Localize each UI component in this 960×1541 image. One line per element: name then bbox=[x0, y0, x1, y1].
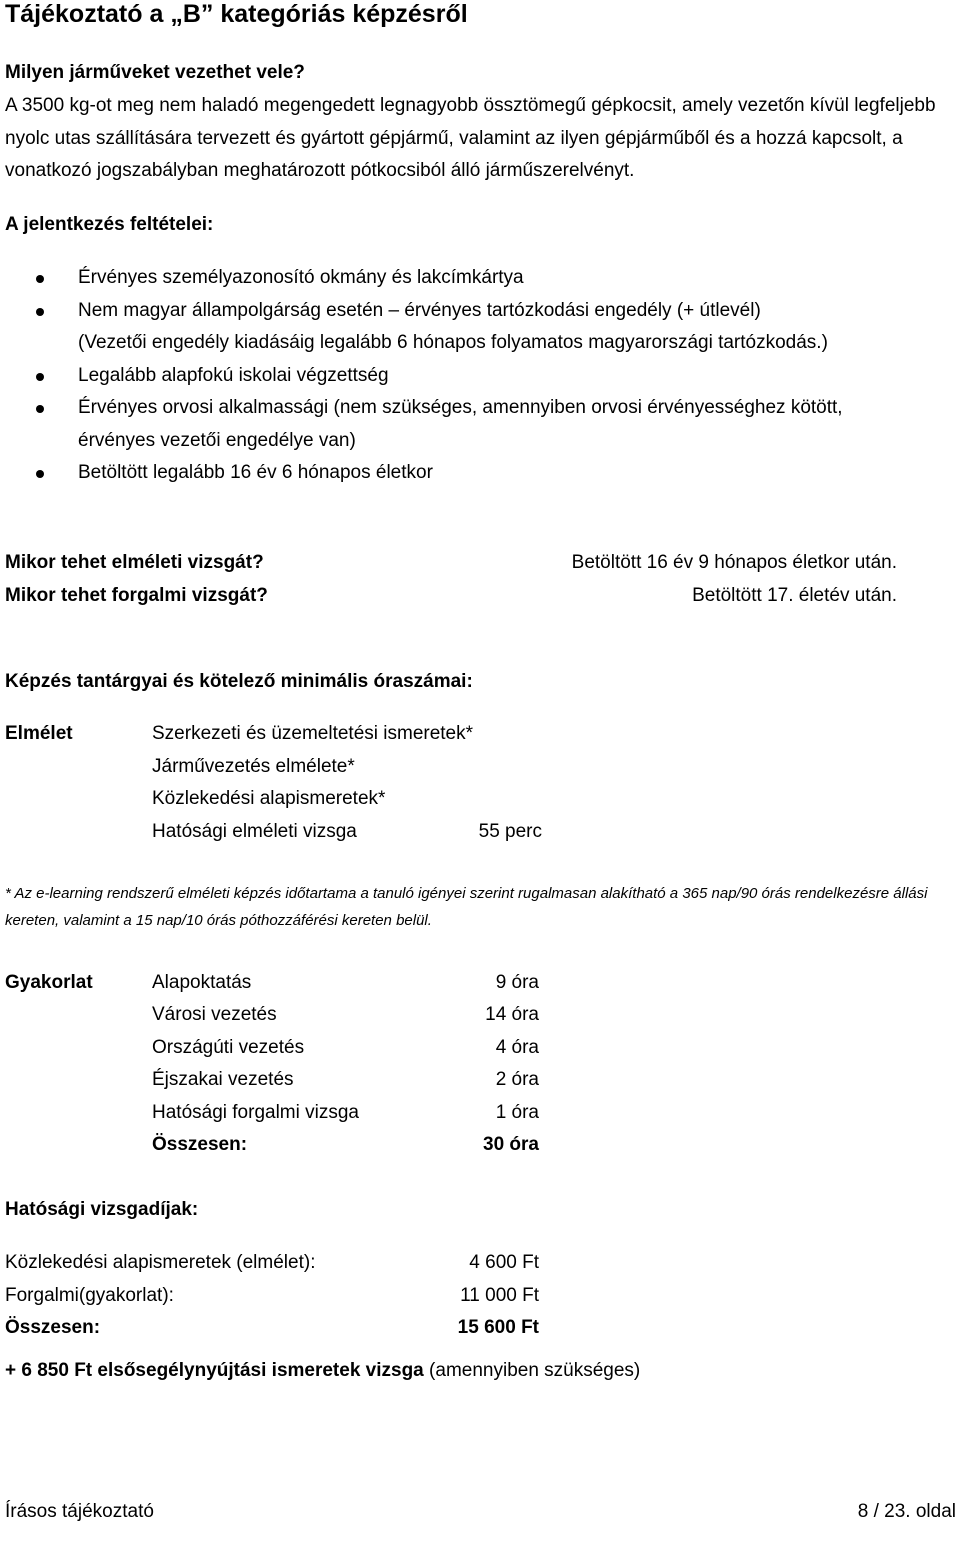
requirements-list bbox=[0, 262, 960, 490]
bullet-icon bbox=[36, 308, 44, 316]
bullet-icon bbox=[36, 405, 44, 413]
practice-item-hours: 4 óra bbox=[495, 1037, 539, 1058]
bullet-icon bbox=[36, 373, 44, 381]
requirement-text: Érvényes személyazonosító okmány és lakcímkártya bbox=[78, 267, 524, 288]
requirement-text: érvényes vezetői engedélye van) bbox=[78, 429, 356, 451]
requirement-text: (Vezetői engedély kiadásáig legalább 6 hónapos folyamatos magyarországi tartózkodás.) bbox=[78, 332, 828, 353]
fee-amount: 4 600 Ft bbox=[469, 1252, 539, 1273]
list-item bbox=[0, 392, 960, 425]
vehicles-heading: Milyen járműveket vezethet vele? bbox=[5, 62, 305, 83]
practice-item-name: Alapoktatás bbox=[152, 972, 252, 993]
list-item bbox=[0, 295, 960, 328]
theory-exam-question: Mikor tehet elméleti vizsgát? bbox=[5, 552, 264, 573]
practice-item-hours: 14 óra bbox=[485, 1004, 539, 1025]
list-item bbox=[0, 262, 960, 295]
list-item bbox=[0, 360, 960, 393]
theory-item: Járművezetés elmélete* bbox=[152, 756, 355, 777]
page-title: Tájékoztató a „B” kategóriás képzésről bbox=[5, 0, 468, 28]
practice-item-hours: 9 óra bbox=[495, 972, 539, 993]
requirement-text: Betöltött legalább 16 év 6 hónapos életkor bbox=[78, 462, 433, 483]
page-number: 8 / 23. oldal bbox=[857, 1501, 956, 1522]
subjects-heading: Képzés tantárgyai és kötelező minimális óraszámai: bbox=[5, 671, 473, 692]
requirement-text: Érvényes orvosi alkalmassági (nem szükséges, amennyiben orvosi érvényességhez kötött, bbox=[78, 397, 843, 418]
practice-label: Gyakorlat bbox=[5, 972, 93, 993]
fee-name: Közlekedési alapismeretek (elmélet): bbox=[5, 1252, 316, 1273]
list-item-continuation bbox=[0, 327, 960, 360]
theory-label: Elmélet bbox=[5, 723, 73, 744]
theory-item: Közlekedési alapismeretek* bbox=[152, 788, 386, 809]
theory-exam-answer: Betöltött 16 év 9 hónapos életkor után. bbox=[571, 552, 897, 573]
theory-item: Szerkezeti és üzemeltetési ismeretek* bbox=[152, 723, 474, 744]
requirement-text: Legalább alapfokú iskolai végzettség bbox=[78, 364, 389, 386]
requirement-text: Nem magyar állampolgárság esetén – érvényes tartózkodási engedély (+ útlevél) bbox=[78, 299, 761, 321]
bullet-icon bbox=[36, 275, 44, 283]
theory-item: Hatósági elméleti vizsga bbox=[152, 821, 357, 842]
fees-total-amount: 15 600 Ft bbox=[457, 1317, 539, 1338]
list-item bbox=[0, 457, 960, 490]
fee-name: Forgalmi(gyakorlat): bbox=[5, 1285, 174, 1306]
practice-exam-question: Mikor tehet forgalmi vizsgát? bbox=[5, 585, 268, 606]
practice-item-name: Városi vezetés bbox=[152, 1004, 277, 1025]
practice-total-hours: 30 óra bbox=[483, 1134, 539, 1155]
fees-heading: Hatósági vizsgadíjak: bbox=[5, 1199, 199, 1220]
first-aid-exam-note bbox=[5, 1355, 640, 1388]
vehicles-text: A 3500 kg-ot meg nem haladó megengedett legnagyobb össztömegű gépkocsit, amely vezetőn kívül legfeljebb nyolc utas szállítására tervezett és gyártott gépjármű, valamint az ilyen gépjárműből és a hozzá kapcsolt, a vonatkozó jogszabályban meghatározott pótkocsiból álló járműszerelvényt. bbox=[5, 95, 936, 181]
fees-total-label: Összesen: bbox=[5, 1317, 101, 1338]
list-item-continuation bbox=[0, 425, 960, 458]
practice-item-name: Hatósági forgalmi vizsga bbox=[152, 1102, 359, 1123]
practice-item-hours: 1 óra bbox=[495, 1102, 539, 1123]
practice-item-name: Éjszakai vezetés bbox=[152, 1069, 294, 1090]
bullet-icon bbox=[36, 470, 44, 478]
fee-amount: 11 000 Ft bbox=[460, 1285, 539, 1306]
practice-item-name: Országúti vezetés bbox=[152, 1037, 305, 1058]
footer-left: Írásos tájékoztató bbox=[5, 1501, 154, 1522]
first-aid-condition: (amennyiben szükséges) bbox=[423, 1360, 641, 1381]
practice-exam-answer: Betöltött 17. életév után. bbox=[692, 585, 897, 606]
practice-item-hours: 2 óra bbox=[495, 1069, 539, 1090]
requirements-heading: A jelentkezés feltételei: bbox=[5, 214, 214, 235]
first-aid-fee: + 6 850 Ft elsősegélynyújtási ismeretek vizsga bbox=[5, 1360, 424, 1381]
theory-exam-time: 55 perc bbox=[478, 821, 542, 842]
practice-total-label: Összesen: bbox=[152, 1134, 248, 1155]
footnote: * Az e-learning rendszerű elméleti képzés időtartama a tanuló igényei szerint rugalmasan alakítható a 365 nap/90 órás rendelkezésre állási kereten, valamint a 15 nap/10 órás póthozzáférési kereten belül. bbox=[5, 885, 928, 929]
